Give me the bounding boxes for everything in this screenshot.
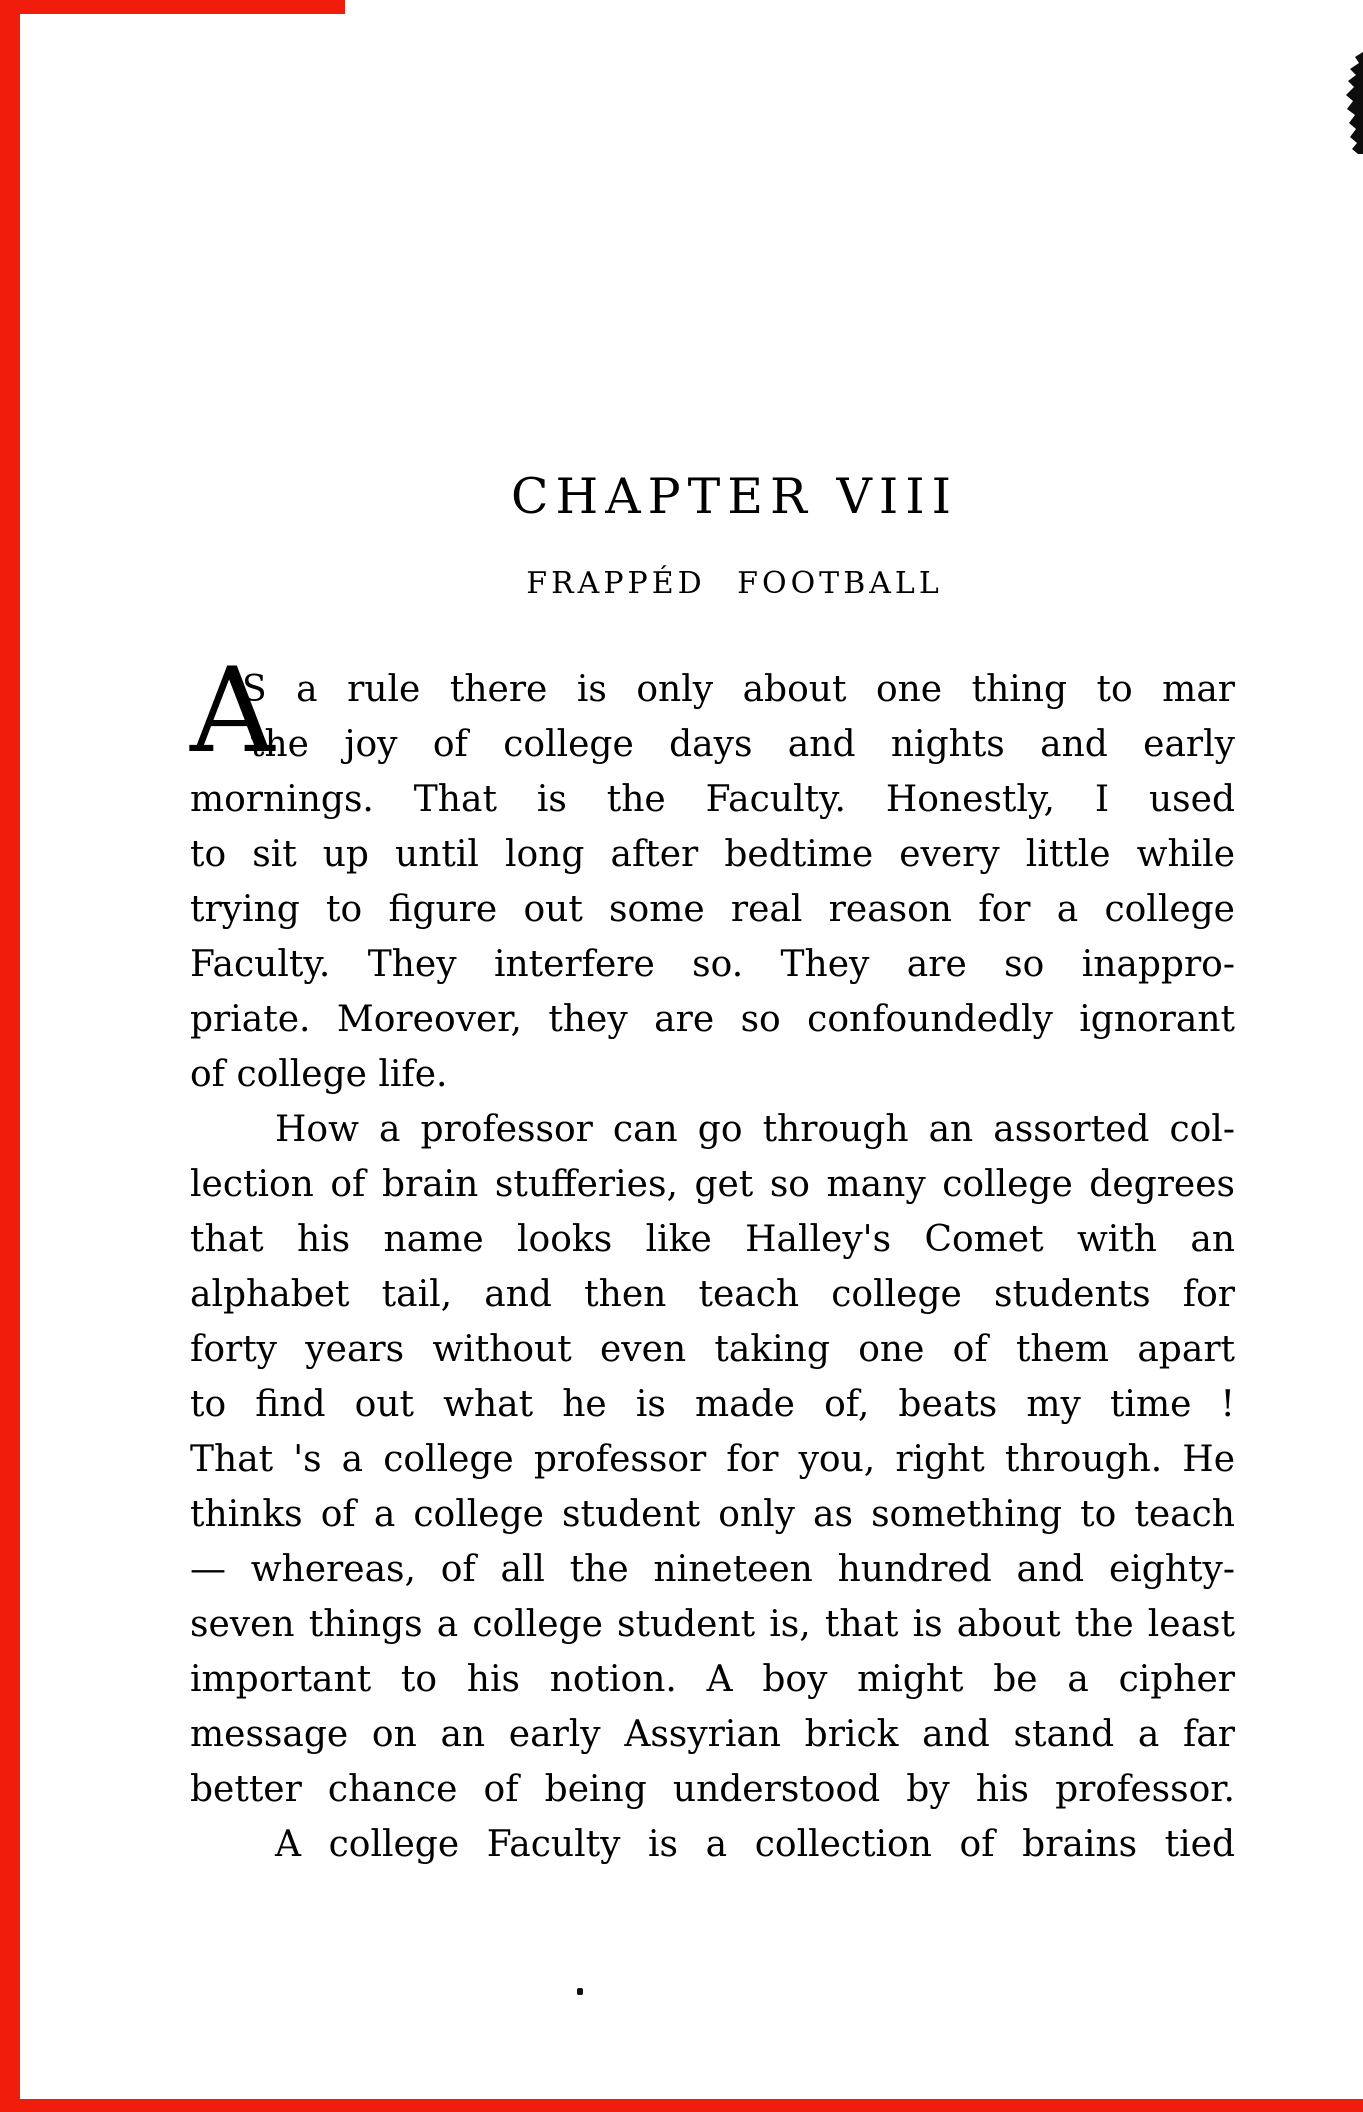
text-line: trying to figure out some real reason for a college [190, 889, 1235, 930]
text-line: to find out what he is made of, beats my time ! [190, 1384, 1235, 1425]
text-line: A college Faculty is a collection of brains tied [275, 1824, 1235, 1865]
text-line: How a professor can go through an assorted col- [275, 1109, 1235, 1150]
scan-edge-left [0, 0, 20, 2112]
text-line: lection of brain stufferies, get so many college degrees [190, 1164, 1235, 1205]
text-line: important to his notion. A boy might be a cipher [190, 1659, 1235, 1700]
text-block [190, 662, 1235, 1872]
text-line: that his name looks like Halley's Comet with an [190, 1219, 1235, 1260]
chapter-title: CHAPTER VIII [511, 468, 958, 525]
text-line: Faculty. They interfere so. They are so inappro- [190, 944, 1235, 985]
ink-speck [577, 1988, 583, 1995]
drop-cap: A [190, 642, 275, 779]
scan-edge-bottom [0, 2099, 1363, 2112]
text-line: — whereas, of all the nineteen hundred and eighty- [190, 1549, 1235, 1590]
text-line: alphabet tail, and then teach college students for [190, 1274, 1235, 1315]
text-line: of college life. [190, 1054, 448, 1095]
text-line: thinks of a college student only as something to teach [190, 1494, 1235, 1535]
text-line: mornings. That is the Faculty. Honestly, I used [190, 779, 1235, 820]
text-line: message on an early Assyrian brick and stand a far [190, 1714, 1235, 1755]
text-line: S a rule there is only about one thing to mar [242, 669, 1235, 710]
text-line: better chance of being understood by his professor. [190, 1769, 1235, 1810]
text-line: to sit up until long after bedtime every little while [190, 834, 1235, 875]
chapter-subtitle: FRAPPÉD FOOTBALL [526, 566, 943, 601]
scan-artifact-feather-icon [1343, 52, 1363, 154]
text-line: That 's a college professor for you, right through. He [190, 1439, 1235, 1480]
text-line: the joy of college days and nights and early [250, 724, 1235, 765]
scan-edge-top [0, 0, 345, 14]
text-line: forty years without even taking one of them apart [190, 1329, 1235, 1370]
text-line: priate. Moreover, they are so confoundedly ignorant [190, 999, 1235, 1040]
text-line: seven things a college student is, that is about the least [190, 1604, 1235, 1645]
